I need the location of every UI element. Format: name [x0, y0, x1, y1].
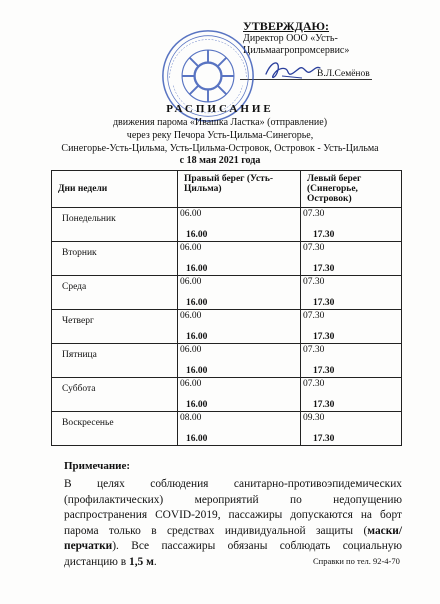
approval-title: УТВЕРЖДАЮ:: [243, 19, 330, 33]
day-cell: [52, 412, 178, 446]
title-line-1: движения парома «Ивашка Ластка» (отправление): [112, 117, 328, 128]
right-bank-cell: [178, 378, 301, 412]
departure-time: 17.30: [313, 400, 335, 410]
departure-time: 07.30: [303, 277, 325, 287]
day-label: Суббота: [62, 384, 96, 394]
day-cell: [52, 242, 178, 276]
departure-time: 07.30: [303, 379, 325, 389]
departure-time: 16.00: [186, 264, 208, 274]
header-day: Дни недели: [52, 171, 178, 208]
table-header-row: [52, 171, 402, 208]
contact-phone: Справки по тел. 92-4-70: [313, 556, 400, 566]
header-left-bank: Левый берег (Синегорье, Островок): [301, 171, 402, 208]
table-row: [52, 310, 402, 344]
departure-time: 07.30: [303, 209, 325, 219]
title-line-2: через реку Печора Усть-Цильма-Синегорье,: [126, 130, 314, 141]
left-bank-cell: [301, 344, 402, 378]
note-emphasis-distance: 1,5 м: [129, 555, 154, 568]
departure-time: 16.00: [186, 298, 208, 308]
approval-position-line-2: Цильмаагропромсервис»: [243, 45, 350, 56]
left-bank-cell: [301, 208, 402, 242]
departure-time: 06.00: [180, 209, 202, 219]
note-text: В целях соблюдения санитарно-противоэпидемических (профилактических) мероприятий по недопущению распространения COVID-2019, пассажиры допускаются на борт парома только в средствах индивидуальной защиты (: [64, 478, 402, 537]
day-label: Понедельник: [62, 214, 116, 224]
departure-time: 08.00: [180, 413, 202, 423]
day-label: Вторник: [62, 248, 97, 258]
right-bank-cell: [178, 242, 301, 276]
day-cell: [52, 208, 178, 242]
table-row: [52, 378, 402, 412]
departure-time: 16.00: [186, 332, 208, 342]
right-bank-cell: [178, 208, 301, 242]
departure-time: 16.00: [186, 366, 208, 376]
departure-time: 17.30: [313, 434, 335, 444]
departure-time: 06.00: [180, 277, 202, 287]
approval-position-line-1: Директор ООО «Усть-: [243, 33, 338, 44]
day-label: Пятница: [62, 350, 97, 360]
right-bank-cell: [178, 412, 301, 446]
departure-time: 17.30: [313, 264, 335, 274]
table-row: [52, 242, 402, 276]
departure-time: 07.30: [303, 345, 325, 355]
left-bank-cell: [301, 276, 402, 310]
ferry-schedule-table: [51, 170, 402, 446]
right-bank-cell: [178, 344, 301, 378]
left-bank-cell: [301, 242, 402, 276]
effective-date: с 18 мая 2021 года: [179, 155, 261, 166]
note-text: ). Все пассажиры обязаны соблюдать социальную дистанцию в: [64, 540, 402, 568]
day-cell: [52, 276, 178, 310]
note-emphasis-ppe: маски/перчатки: [64, 524, 402, 553]
departure-time: 07.30: [303, 243, 325, 253]
departure-time: 06.00: [180, 345, 202, 355]
day-cell: [52, 310, 178, 344]
day-label: Четверг: [62, 316, 94, 326]
note-heading: Примечание:: [64, 460, 131, 472]
day-label: Воскресенье: [62, 418, 114, 428]
departure-time: 17.30: [313, 298, 335, 308]
departure-time: 07.30: [303, 311, 325, 321]
departure-time: 06.00: [180, 311, 202, 321]
departure-time: 17.30: [313, 332, 335, 342]
title-line-3: Синегорье-Усть-Цильма, Усть-Цильма-Островок, Островок - Усть-Цильма: [61, 143, 379, 154]
table-row: [52, 276, 402, 310]
document-title: РАСПИСАНИЕ: [166, 103, 274, 115]
table-row: [52, 344, 402, 378]
departure-time: 16.00: [186, 230, 208, 240]
right-bank-cell: [178, 310, 301, 344]
departure-time: 16.00: [186, 400, 208, 410]
header-right-bank: Правый берег (Усть-Цильма): [178, 171, 301, 208]
left-bank-cell: [301, 378, 402, 412]
departure-time: 17.30: [313, 230, 335, 240]
departure-time: 06.00: [180, 243, 202, 253]
day-cell: [52, 378, 178, 412]
right-bank-cell: [178, 276, 301, 310]
table-row: [52, 412, 402, 446]
signer-name: В.Л.Семёнов: [317, 69, 370, 79]
left-bank-cell: [301, 412, 402, 446]
departure-time: 09.30: [303, 413, 325, 423]
departure-time: 16.00: [186, 434, 208, 444]
left-bank-cell: [301, 310, 402, 344]
day-cell: [52, 344, 178, 378]
signature-icon: [262, 56, 324, 84]
note-text: .: [153, 555, 157, 568]
departure-time: 06.00: [180, 379, 202, 389]
day-label: Среда: [62, 282, 87, 292]
departure-time: 17.30: [313, 366, 335, 376]
table-row: [52, 208, 402, 242]
